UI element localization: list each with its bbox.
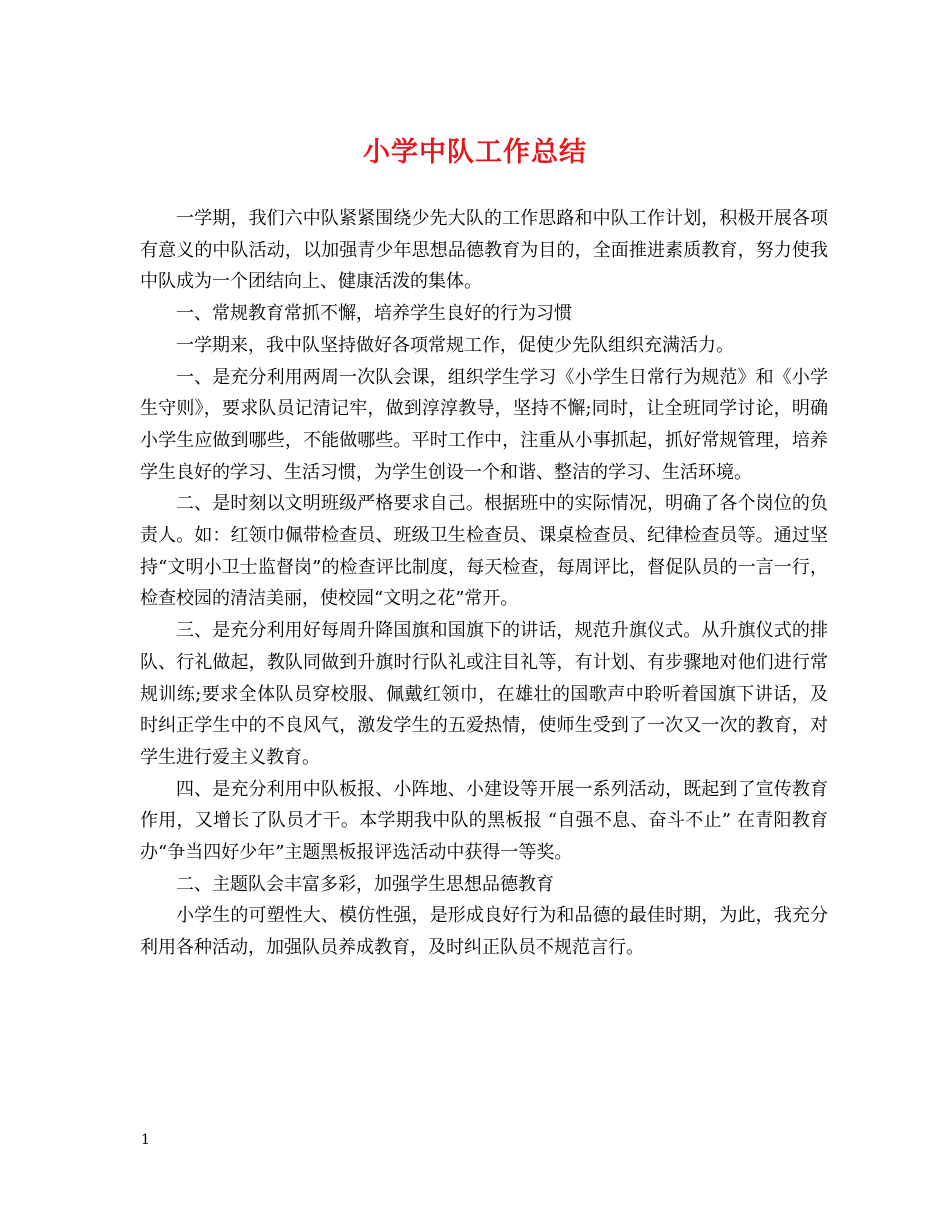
paragraph-point-four: 四、是充分利用中队板报、小阵地、小建设等开展一系列活动，既起到了宣传教育作用，又增长了队员才干。本学期我中队的黑板报 “自强不息、奋斗不止” 在青阳教育办“争当四好少年”主题黑板报评选活动中获得一等奖。 — [140, 778, 828, 864]
paragraph-routine-summary: 一学期来，我中队坚持做好各项常规工作，促使少先队组织充满活力。 — [176, 334, 734, 356]
page-number: 1 — [141, 1132, 150, 1148]
paragraph-point-one: 一、是充分利用两周一次队会课，组织学生学习《小学生日常行为规范》和《小学生守则》，要求队员记清记牢，做到淳淳教导，坚持不懈;同时，让全班同学讨论，明确小学生应做到哪些，不能做哪些。平时工作中，注重从小事抓起，抓好常规管理，培养学生良好的学习、生活习惯，为学生创设一个和谐、整洁的学习、生活环境。 — [140, 366, 828, 483]
paragraph-point-two: 二、是时刻以文明班级严格要求自己。根据班中的实际情况，明确了各个岗位的负责人。如：红领巾佩带检查员、班级卫生检查员、课桌检查员、纪律检查员等。通过坚持“文明小卫士监督岗”的检查评比制度，每天检查，每周评比，督促队员的一言一行，检查校园的清洁美丽，使校园“文明之花”常开。 — [140, 493, 828, 610]
paragraph-point-three: 三、是充分利用好每周升降国旗和国旗下的讲话，规范升旗仪式。从升旗仪式的排队、行礼做起，教队同做到升旗时行队礼或注目礼等，有计划、有步骤地对他们进行常规训练;要求全体队员穿校服、佩戴红领巾，在雄壮的国歌声中聆听着国旗下讲话，及时纠正学生中的不良风气，激发学生的五爱热情，使师生受到了一次又一次的教育，对学生进行爱主义教育。 — [140, 620, 828, 768]
document-title: 小学中队工作总结 — [363, 137, 587, 168]
document-body — [140, 203, 828, 964]
section-heading-routine-education: 一、常规教育常抓不懈，培养学生良好的行为习惯 — [176, 303, 572, 325]
paragraph-intro: 一学期，我们六中队紧紧围绕少先大队的工作思路和中队工作计划，积极开展各项有意义的中队活动，以加强青少年思想品德教育为目的，全面推进素质教育，努力使我中队成为一个团结向上、健康活泼的集体。 — [140, 208, 828, 293]
section-heading-theme-meetings: 二、主题队会丰富多彩，加强学生思想品德教育 — [176, 873, 554, 895]
paragraph-theme-meetings: 小学生的可塑性大、模仿性强，是形成良好行为和品德的最佳时期，为此，我充分利用各种活动，加强队员养成教育，及时纠正队员不规范言行。 — [140, 905, 828, 959]
